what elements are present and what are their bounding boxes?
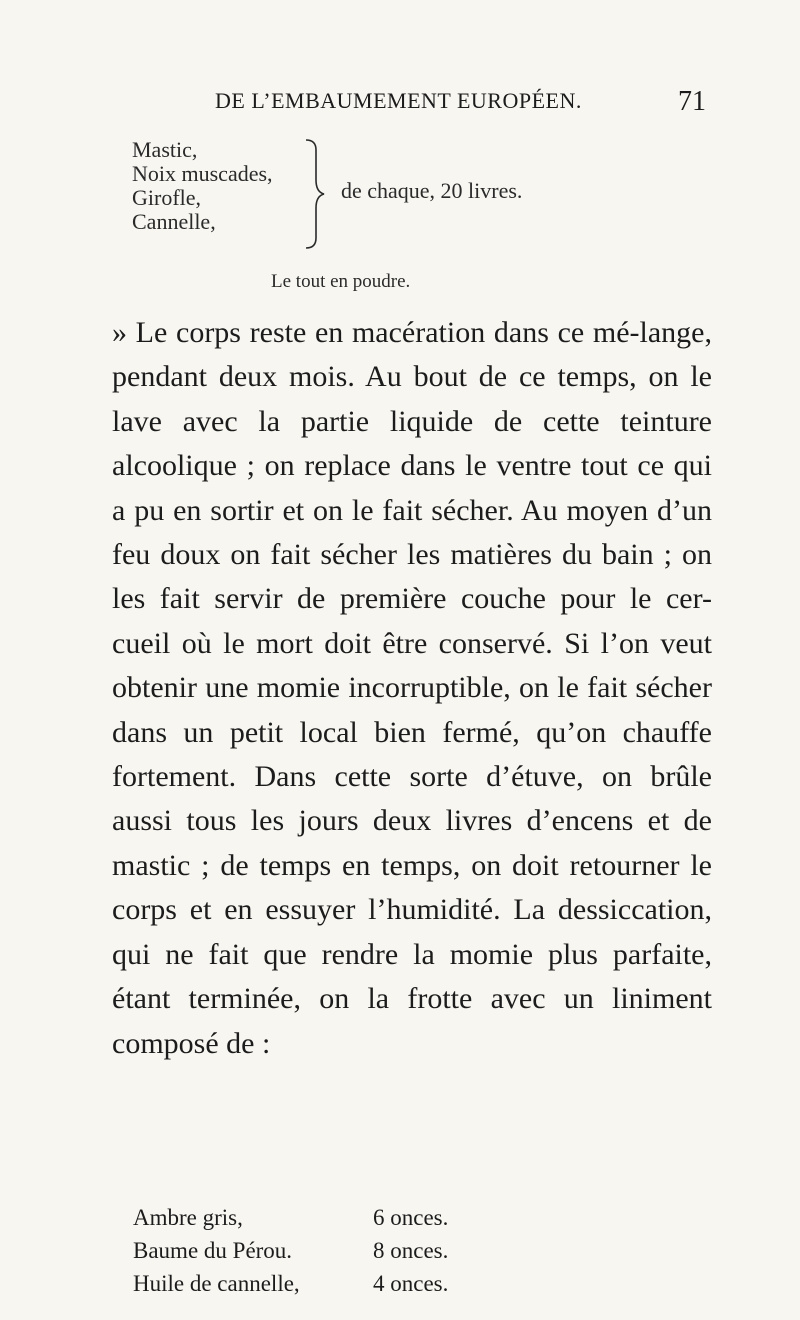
curly-brace-icon — [300, 138, 330, 250]
powder-note: Le tout en poudre. — [271, 271, 411, 292]
recipe-row — [133, 1234, 448, 1267]
spice-quantity: de chaque, 20 livres. — [341, 178, 523, 203]
recipe-row — [133, 1267, 448, 1300]
spice-list — [132, 138, 273, 234]
running-title: DE L’EMBAUMEMENT EUROPÉEN. — [215, 88, 582, 113]
main-paragraph: » Le corps reste en macération dans ce mé-lange, pendant deux mois. Au bout de ce temps, on le lave avec la partie liquide de cette teinture alcoolique ; on replace dans le ventre tout ce qui a pu en sortir et on le fait sécher. Au moyen d’un feu doux on fait sécher les matières du bain ; on les fait servir de première couche pour le cer-cueil où le mort doit être conservé. Si l’on veut obtenir une momie incorruptible, on le fait sécher dans un petit local bien fermé, qu’on chauffe fortement. Dans cette sorte d’étuve, on brûle aussi tous les jours deux livres d’encens et de mastic ; de temps en temps, on doit retourner le corps et en essuyer l’humidité. La dessiccation, qui ne fait que rendre la momie plus parfaite, étant terminée, on la frotte avec un liniment composé de : — [112, 316, 712, 1060]
ingredient-quantity: 4 onces. — [373, 1271, 449, 1296]
spice-item: Cannelle, — [132, 209, 216, 234]
ingredient-name: Ambre gris, — [133, 1205, 243, 1230]
spice-item: Girofle, — [132, 185, 202, 210]
page-number: 71 — [678, 86, 706, 117]
spice-item: Noix muscades, — [132, 161, 273, 186]
liniment-recipe — [133, 1201, 448, 1300]
ingredient-name: Huile de cannelle, — [133, 1271, 300, 1296]
recipe-row — [133, 1201, 448, 1234]
ingredient-name: Baume du Pérou. — [133, 1238, 293, 1263]
ingredient-quantity: 6 onces. — [373, 1205, 449, 1230]
ingredient-quantity: 8 onces. — [373, 1238, 449, 1263]
spice-item: Mastic, — [132, 137, 198, 162]
